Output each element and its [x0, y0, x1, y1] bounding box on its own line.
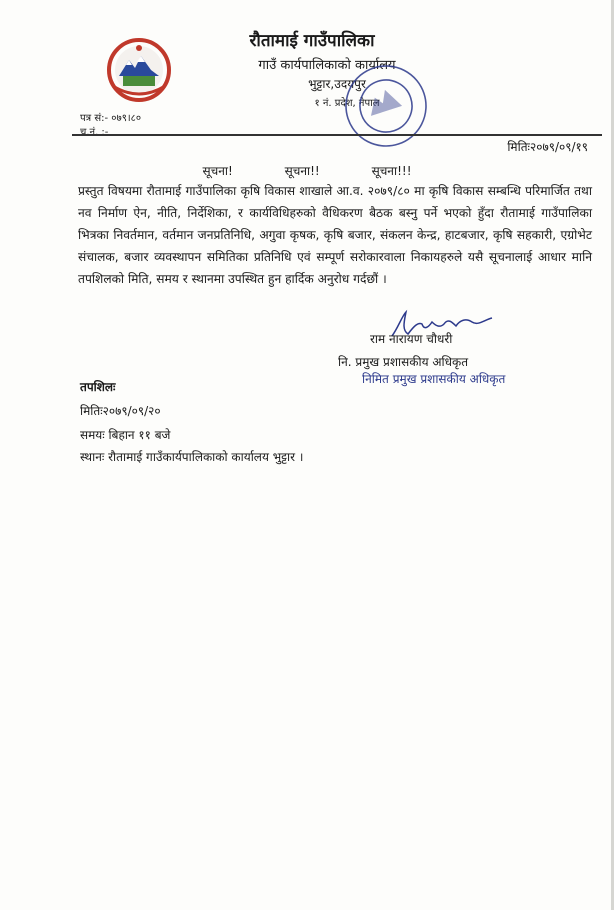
reference-number: पत्र सं:- ०७९।८० [80, 113, 142, 124]
dispatch-number: च.नं. :- [80, 127, 109, 138]
meeting-time: समयः बिहान ११ बजे [80, 428, 171, 442]
header-divider [72, 134, 602, 136]
notice-word-1: सूचना! [202, 164, 233, 178]
notice-body-paragraph: प्रस्तुत विषयमा रौतामाई गाउँपालिका कृषि विकास शाखाले आ.व. २०७९/८० मा कृषि विकास सम्बन्धि परिमार्जित तथा नव निर्माण ऐन, नीति, निर्देशिका, र कार्यविधिहरुको वैधिकरण बैठक बस्नु पर्ने भएको हुँदा रौतामाई गाउँपालिका भित्रका निवर्तमान, वर्तमान जनप्रतिनिधि, अगुवा कृषक, कृषि बजार, संकलन केन्द्र, हाटबजार, कृषि सहकारी, एग्रोभेट संचालक, बजार व्यवस्थापन समितिका प्रतिनिधि एवं सम्पूर्ण सरोकारवाला निकायहरुले यसै सूचनालाई आधार मानि तपशिलको मिति, समय र स्थानमा उपस्थित हुन हार्दिक अनुरोध गर्दछौं । [78, 184, 592, 286]
signatory-stamp-text: निमित प्रमुख प्रशासकीय अधिकृत [362, 372, 506, 386]
office-round-stamp [338, 58, 434, 154]
notice-word-3: सूचना!!! [371, 164, 412, 178]
office-subtitle: गाउँ कार्यपालिकाको कार्यालय [258, 58, 396, 73]
meeting-date: मितिः२०७९/०९/२० [80, 404, 161, 418]
details-heading: तपशिलः [80, 380, 116, 394]
office-title: रौतामाई गाउँपालिका [249, 31, 375, 51]
signatory-title: नि. प्रमुख प्रशासकीय अधिकृत [338, 355, 469, 369]
office-location: भुट्टार,उदयपुर [308, 77, 366, 91]
letter-date: मितिः२०७९/०९/१९ [507, 140, 588, 154]
notice-heading-row [0, 162, 614, 179]
meeting-place: स्थानः रौतामाई गाउँकार्यपालिकाको कार्यालय भुट्टार । [80, 450, 304, 464]
notice-word-2: सूचना!! [284, 164, 320, 178]
office-province: १ नं. प्रदेश, नेपाल [314, 98, 380, 109]
signatory-name: राम नारायण चौधरी [370, 332, 453, 346]
